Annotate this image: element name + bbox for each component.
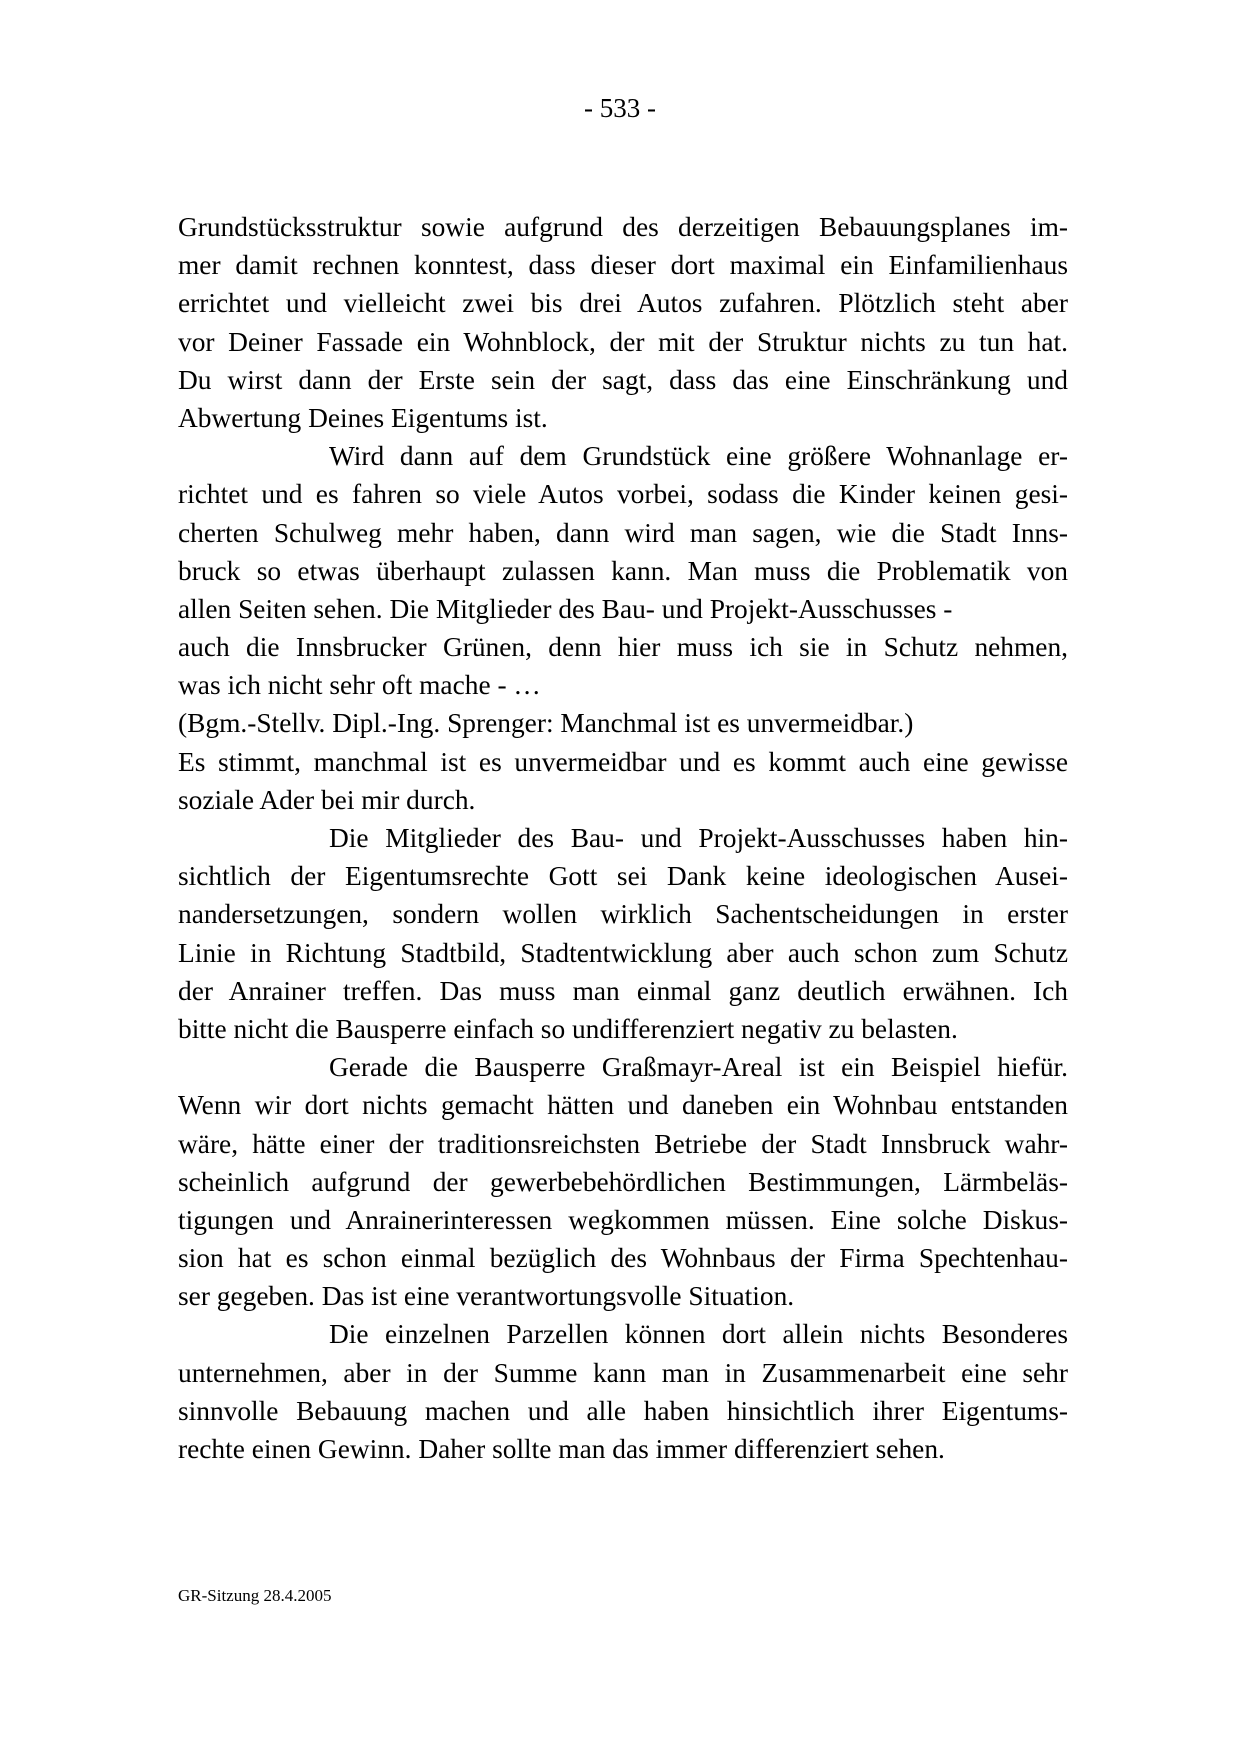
text-line: soziale Ader bei mir durch. [178,784,476,815]
body-text [178,208,1068,1468]
page-number: - 533 - [584,93,656,123]
text-line: Abwertung Deines Eigentums ist. [178,402,548,433]
text-line: rechte einen Gewinn. Daher sollte man das immer differenziert sehen. [178,1434,945,1464]
text-line: wäre, hätte einer der traditionsreichsten Betriebe der Stadt Innsbruck wahr- [178,1128,1068,1159]
text-line: allen Seiten sehen. Die Mitglieder des Bau- und Projekt-Ausschusses - [178,593,953,624]
text-line: sion hat es schon einmal bezüglich des Wohnbaus der Firma Spechtenhau- [178,1243,1068,1274]
interjection: (Bgm.-Stellv. Dipl.-Ing. Sprenger: Manchmal ist es unvermeidbar.) [178,708,914,739]
text-line: ser gegeben. Das ist eine verantwortungsvolle Situation. [178,1281,795,1312]
paragraph-first-line: Gerade die Bausperre Graßmayr-Areal ist ein Beispiel hiefür. [329,1052,1068,1083]
text-line: Linie in Richtung Stadtbild, Stadtentwicklung aber auch schon zum Schutz [178,937,1068,968]
text-line: scheinlich aufgrund der gewerbebehördlichen Bestimmungen, Lärmbeläs- [178,1166,1068,1197]
text-line: bruck so etwas überhaupt zulassen kann. Man muss die Problematik von [178,555,1068,586]
text-line: vor Deiner Fassade ein Wohnblock, der mit der Struktur nichts zu tun hat. [178,326,1068,357]
text-line: Es stimmt, manchmal ist es unvermeidbar und es kommt auch eine gewisse [178,746,1068,777]
text-line: tigungen und Anrainerinteressen wegkommen müssen. Eine solche Diskus- [178,1204,1068,1235]
text-line: richtet und es fahren so viele Autos vorbei, sodass die Kinder keinen gesi- [178,479,1068,510]
footer-session-date: GR-Sitzung 28.4.2005 [178,1586,332,1605]
text-line: nandersetzungen, sondern wollen wirklich Sachentscheidungen in erster [178,899,1068,930]
text-line: mer damit rechnen konntest, dass dieser dort maximal ein Einfamilienhaus [178,250,1068,281]
text-line: auch die Innsbrucker Grünen, denn hier muss ich sie in Schutz nehmen, [178,632,1068,663]
text-line: errichtet und vielleicht zwei bis drei Autos zufahren. Plötzlich steht aber [178,288,1068,319]
text-line: cherten Schulweg mehr haben, dann wird man sagen, wie die Stadt Inns- [178,517,1068,548]
paragraph-first-line: Die einzelnen Parzellen können dort allein nichts Besonderes [329,1319,1068,1350]
text-line: Grundstücksstruktur sowie aufgrund des derzeitigen Bebauungsplanes im- [178,212,1068,242]
text-line: Du wirst dann der Erste sein der sagt, dass das eine Einschränkung und [178,364,1068,395]
text-line: sinnvolle Bebauung machen und alle haben hinsichtlich ihrer Eigentums- [178,1395,1068,1426]
text-line: bitte nicht die Bausperre einfach so undifferenziert negativ zu belasten. [178,1013,958,1044]
text-line: der Anrainer treffen. Das muss man einmal ganz deutlich erwähnen. Ich [178,975,1068,1006]
text-line: Wenn wir dort nichts gemacht hätten und daneben ein Wohnbau entstanden [178,1090,1068,1121]
text-line: sichtlich der Eigentumsrechte Gott sei Dank keine ideologischen Ausei- [178,861,1068,892]
text-line: was ich nicht sehr oft mache - … [178,670,541,701]
text-line: unternehmen, aber in der Summe kann man in Zusammenarbeit eine sehr [178,1357,1068,1388]
paragraph-first-line: Wird dann auf dem Grundstück eine größere Wohnanlage er- [329,441,1068,472]
paragraph-first-line: Die Mitglieder des Bau- und Projekt-Ausschusses haben hin- [329,823,1068,853]
